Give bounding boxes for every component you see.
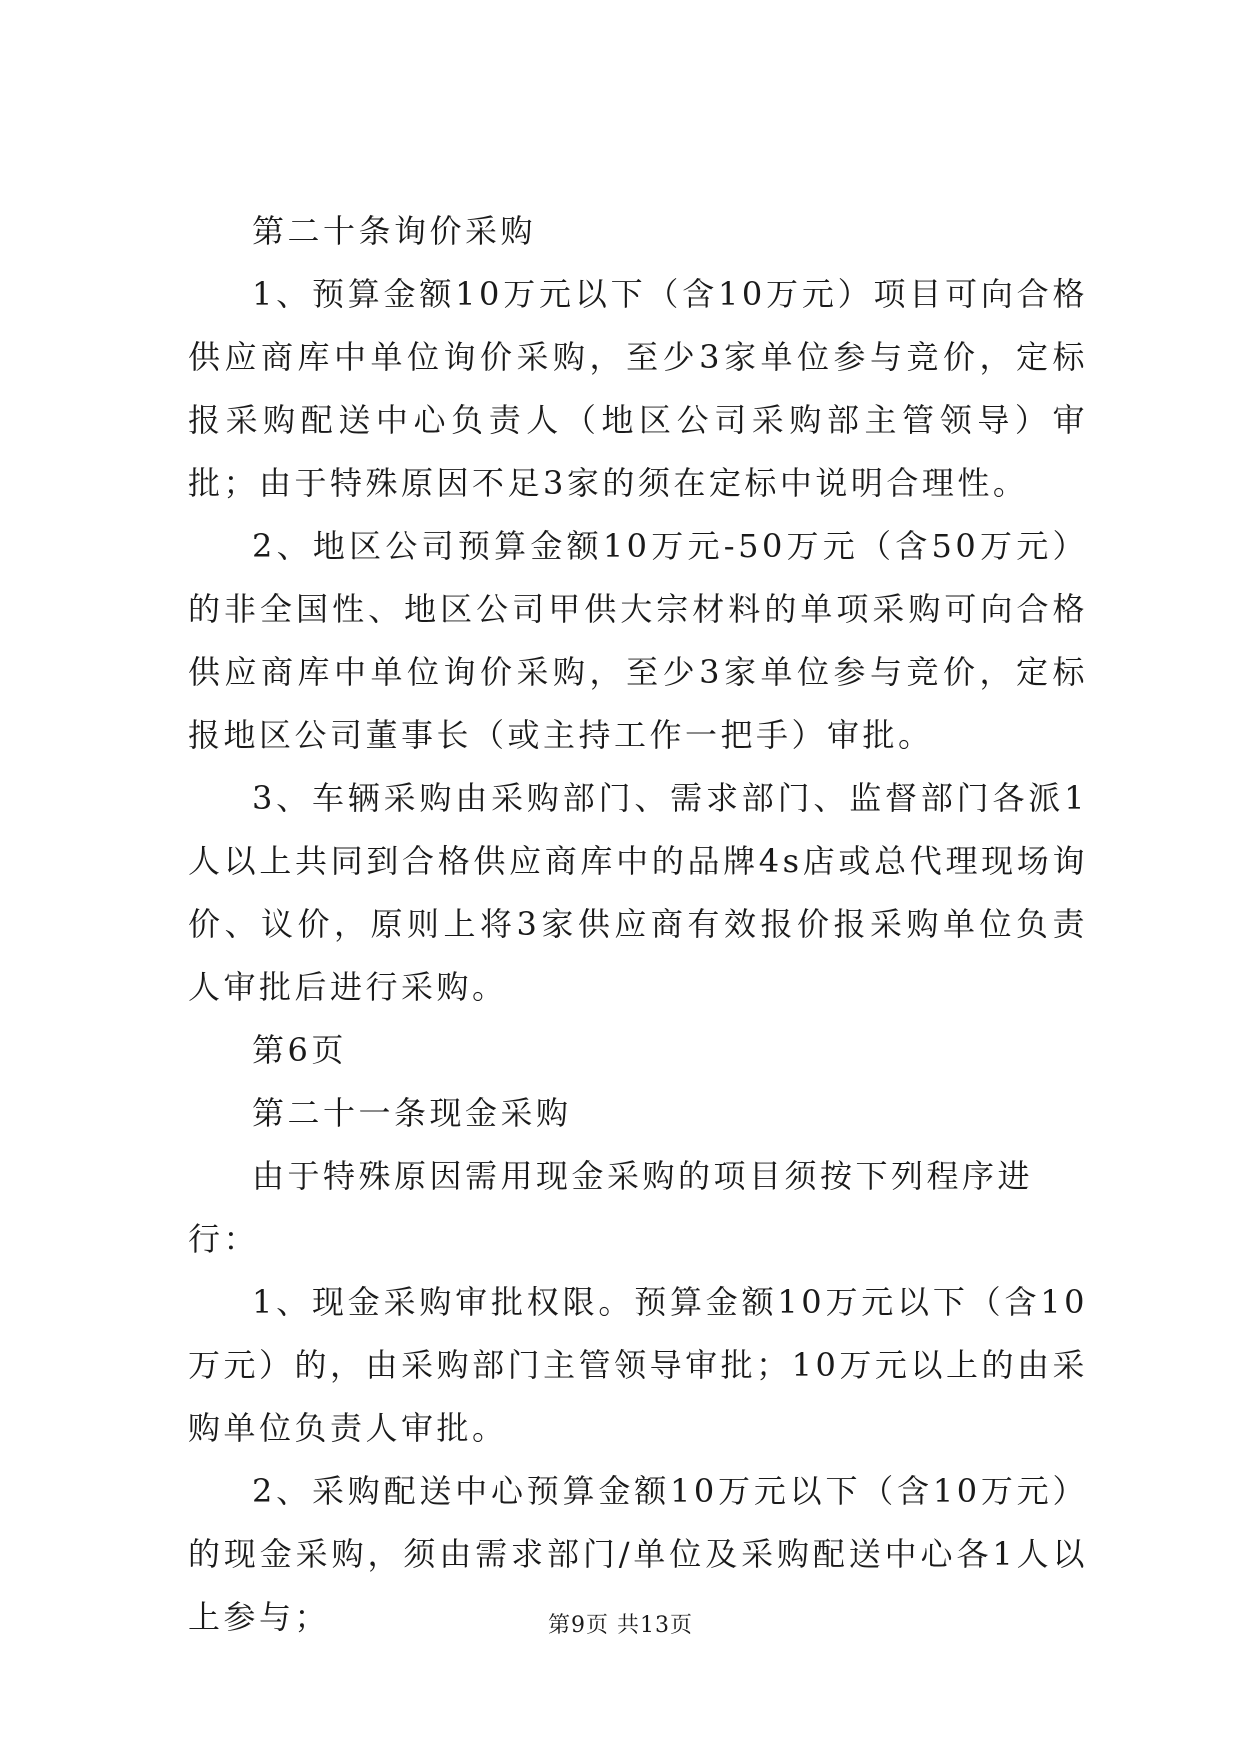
paragraph-inquiry-2: 2、地区公司预算金额10万元-50万元（含50万元）的非全国性、地区公司甲供大宗材料的单项采购可向合格供应商库中单位询价采购，至少3家单位参与竞价，定标报地区公司董事长（或主持工作一把手）审批。 (188, 527, 1088, 754)
article-20-heading: 第二十条询价采购 (252, 212, 537, 250)
document-body (188, 200, 1088, 1649)
article-21-heading: 第二十一条现金采购 (252, 1094, 572, 1132)
paragraph-inquiry-1: 1、预算金额10万元以下（含10万元）项目可向合格供应商库中单位询价采购，至少3家单位参与竞价，定标报采购配送中心负责人（地区公司采购部主管领导）审批；由于特殊原因不足3家的须在定标中说明合理性。 (188, 275, 1088, 502)
paragraph-inquiry-3: 3、车辆采购由采购部门、需求部门、监督部门各派1人以上共同到合格供应商库中的品牌4s店或总代理现场询价、议价，原则上将3家供应商有效报价报采购单位负责人审批后进行采购。 (188, 779, 1088, 1006)
paragraph-cash-2: 2、采购配送中心预算金额10万元以下（含10万元）的现金采购，须由需求部门/单位及采购配送中心各1人以上参与； (188, 1472, 1088, 1636)
page-footer: 第9页 共13页 (548, 1613, 693, 1638)
paragraph-cash-1: 1、现金采购审批权限。预算金额10万元以下（含10万元）的，由采购部门主管领导审批；10万元以上的由采购单位负责人审批。 (188, 1283, 1088, 1447)
paragraph-cash-intro: 由于特殊原因需用现金采购的项目须按下列程序进行： (188, 1157, 1034, 1258)
inline-page-marker: 第6页 (252, 1031, 347, 1069)
